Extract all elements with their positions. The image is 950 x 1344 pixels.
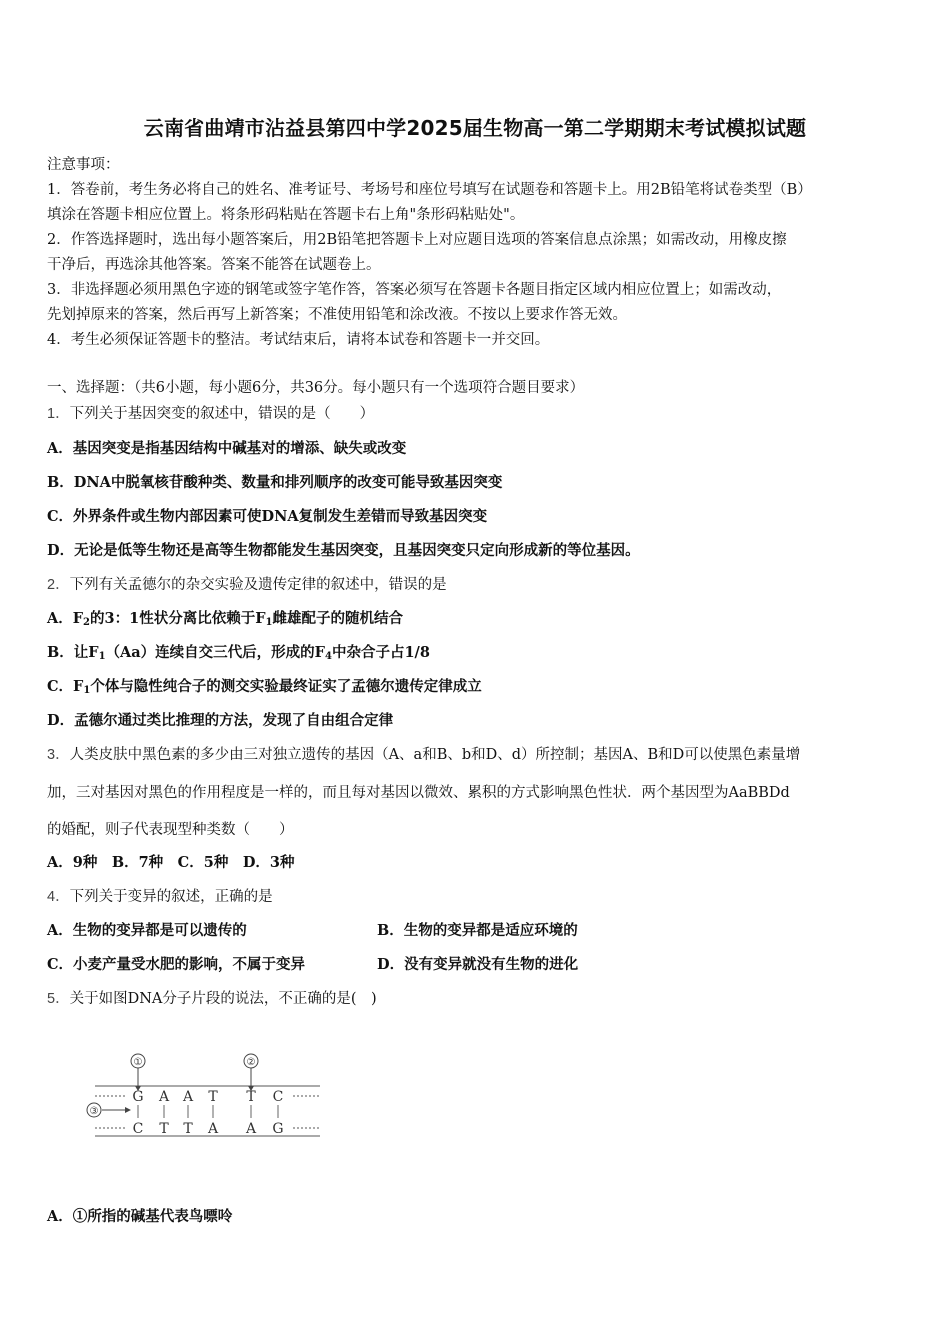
question-3-line: 的婚配，则子代表现型种类数（ ） bbox=[47, 822, 294, 838]
q1-option-b: B．DNA中脱氧核苷酸种类、数量和排列顺序的改变可能导致基因突变 bbox=[47, 474, 503, 491]
q2-option-c: C．$F_1$个体与隐性纯合子的测交实验最终证实了孟德尔遗传定律成立 bbox=[47, 678, 482, 696]
q4-option-c: C．小麦产量受水肥的影响，不属于变异 bbox=[47, 956, 306, 973]
question-stem: 关于如图DNA分子片段的说法，不正确的是( ) bbox=[69, 991, 377, 1007]
notice-line: 3．非选择题必须用黑色字迹的钢笔或签字笔作答，答案必须写在答题卡各题目指定区域内相应位置上；如需改动， bbox=[47, 282, 782, 298]
question-number: 4． bbox=[47, 889, 70, 905]
q1-option-c: C．外界条件或生物内部因素可使DNA复制发生差错而导致基因突变 bbox=[47, 508, 488, 525]
notice-line: 填涂在答题卡相应位置上。将条形码粘贴在答题卡右上角"条形码粘贴处"。 bbox=[47, 207, 525, 223]
notice-line: 1．答卷前，考生务必将自己的姓名、准考证号、考场号和座位号填写在试题卷和答题卡上。用2B铅笔将试卷类型（B） bbox=[47, 182, 812, 198]
bottom-base: C bbox=[132, 1121, 144, 1137]
notice-line: 先划掉原来的答案，然后再写上新答案；不准使用铅笔和涂改液。不按以上要求作答无效。 bbox=[47, 307, 627, 323]
q3-options: A．9种 B．7种 C．5种 D．3种 bbox=[47, 854, 295, 871]
question-number: 2． bbox=[47, 577, 70, 593]
top-base: A bbox=[182, 1089, 194, 1105]
dna-fragment-figure bbox=[85, 1050, 335, 1145]
section-heading: 一、选择题：（共6小题，每小题6分，共36分。每小题只有一个选项符合题目要求） bbox=[47, 380, 585, 396]
q4-option-d: D．没有变异就没有生物的进化 bbox=[377, 956, 579, 973]
notice-line: 4．考生必须保证答题卡的整洁。考试结束后，请将本试卷和答题卡一并交回。 bbox=[47, 332, 550, 348]
notice-heading: 注意事项： bbox=[47, 157, 120, 173]
question-number: 5． bbox=[47, 991, 70, 1007]
label-3: ③ bbox=[89, 1106, 99, 1117]
q4-option-b: B．生物的变异都是适应环境的 bbox=[377, 922, 578, 939]
question-number: 3． bbox=[47, 747, 70, 763]
arrow-3-head bbox=[125, 1107, 131, 1113]
question-2 bbox=[47, 573, 447, 594]
question-stem: 下列关于变异的叙述，正确的是 bbox=[69, 889, 273, 905]
bottom-base: T bbox=[183, 1121, 193, 1137]
label-1: ① bbox=[133, 1057, 143, 1068]
page-title: 云南省曲靖市沾益县第四中学2025届生物高一第二学期期末考试模拟试题 bbox=[143, 116, 807, 140]
bottom-base: G bbox=[272, 1121, 284, 1137]
top-base: C bbox=[272, 1089, 284, 1105]
top-base: T bbox=[246, 1089, 256, 1105]
q2-option-d: D．孟德尔通过类比推理的方法，发现了自由组合定律 bbox=[47, 712, 394, 729]
question-number: 1． bbox=[47, 406, 70, 422]
question-stem: 下列有关孟德尔的杂交实验及遗传定律的叙述中，错误的是 bbox=[69, 577, 447, 593]
q5-option-a: A．①所指的碱基代表鸟嘌呤 bbox=[47, 1208, 233, 1225]
notice-line: 2．作答选择题时，选出每小题答案后，用2B铅笔把答题卡上对应题目选项的答案信息点涂黑；如需改动，用橡皮擦 bbox=[47, 232, 787, 248]
q1-option-a: A．基因突变是指基因结构中碱基对的增添、缺失或改变 bbox=[47, 440, 407, 457]
question-3-line: 加，三对基因对黑色的作用程度是一样的，而且每对基因以微效、累积的方式影响黑色性状．两个基因型为AaBBDd bbox=[47, 785, 790, 801]
label-2: ② bbox=[246, 1057, 256, 1068]
top-base: T bbox=[208, 1089, 218, 1105]
q2-option-a: A．$F_2$的3：1性状分离比依赖于$F_1$雌雄配子的随机结合 bbox=[47, 610, 403, 628]
bottom-base: A bbox=[207, 1121, 219, 1137]
question-3 bbox=[47, 743, 800, 764]
question-stem: 下列关于基因突变的叙述中，错误的是（ ） bbox=[69, 406, 375, 422]
question-1 bbox=[47, 402, 374, 423]
top-base: A bbox=[158, 1089, 170, 1105]
q1-option-d: D．无论是低等生物还是高等生物都能发生基因突变，且基因突变只定向形成新的等位基因。 bbox=[47, 542, 640, 559]
top-base: G bbox=[132, 1089, 144, 1105]
q4-option-a: A．生物的变异都是可以遗传的 bbox=[47, 922, 247, 939]
notice-line: 干净后，再选涂其他答案。答案不能答在试题卷上。 bbox=[47, 257, 381, 273]
question-stem: 人类皮肤中黑色素的多少由三对独立遗传的基因（A、a和B、b和D、d）所控制；基因A、B和D可以使黑色素量增 bbox=[69, 747, 801, 763]
q2-option-b: B．让$F_1(Aa)$连续自交三代后，形成的$F_4$中杂合子占1/8 bbox=[47, 644, 430, 662]
question-5 bbox=[47, 987, 377, 1008]
bottom-base: A bbox=[245, 1121, 257, 1137]
bottom-base: T bbox=[159, 1121, 169, 1137]
question-4 bbox=[47, 885, 273, 906]
